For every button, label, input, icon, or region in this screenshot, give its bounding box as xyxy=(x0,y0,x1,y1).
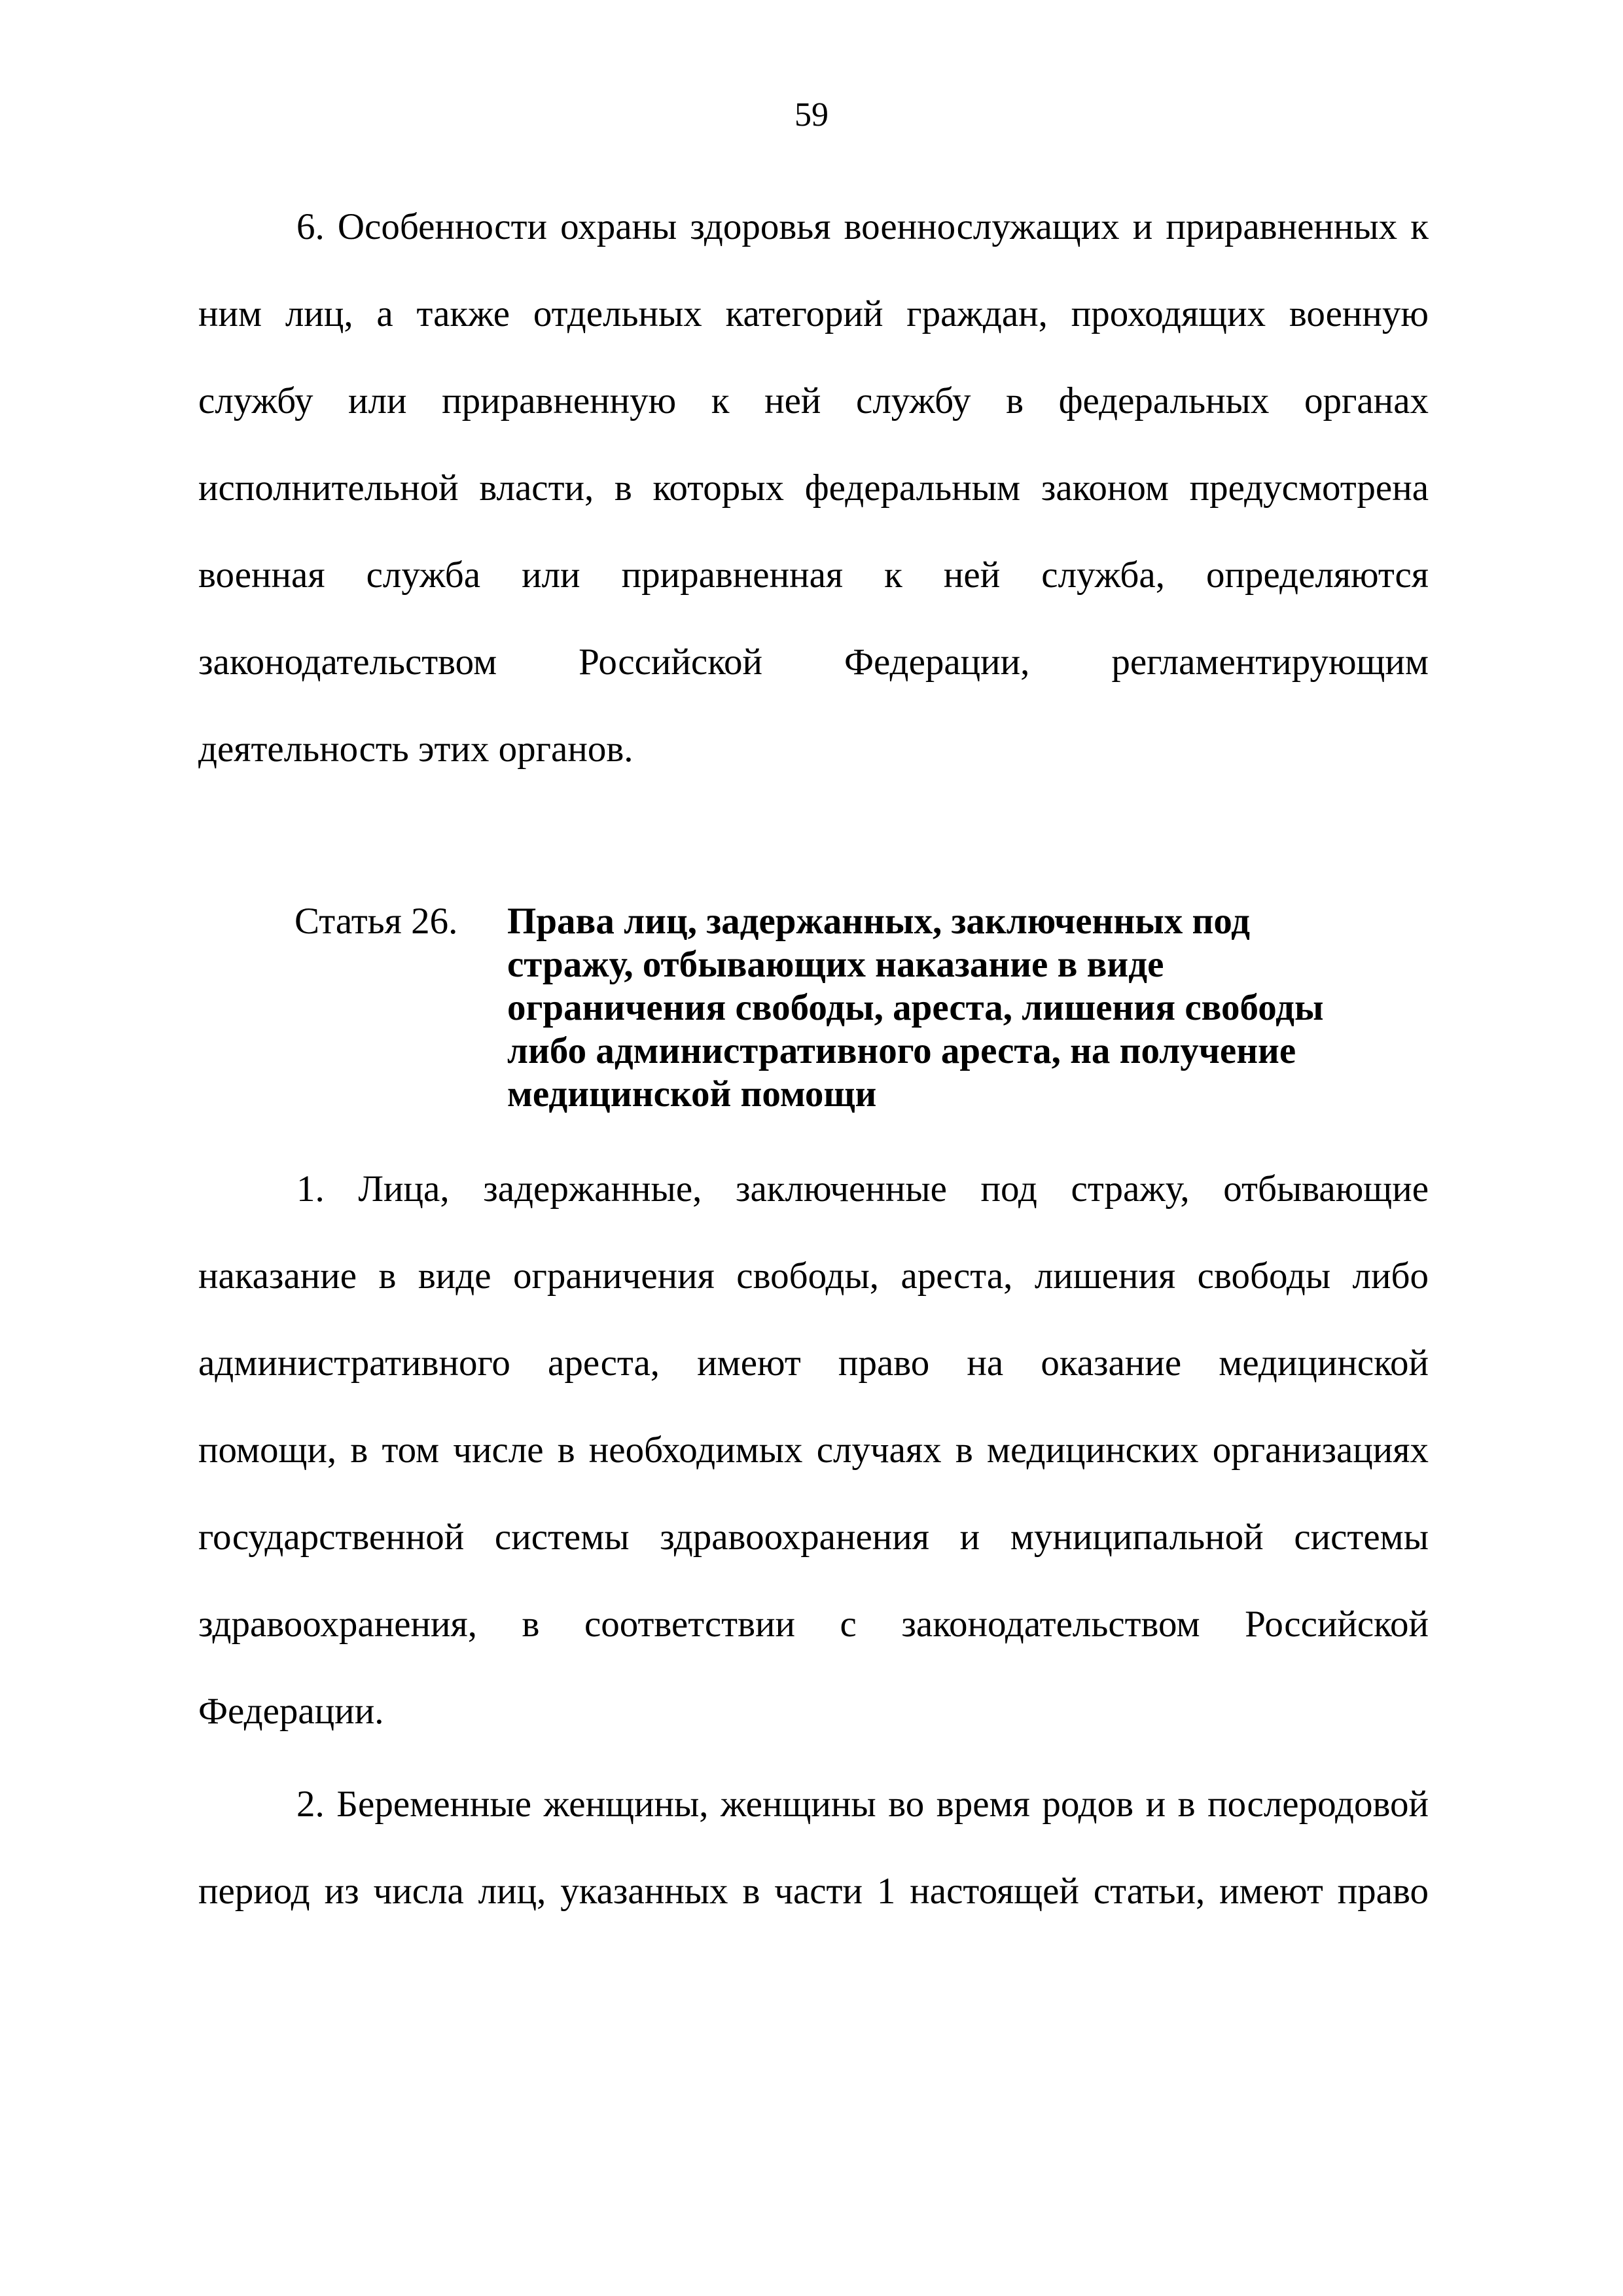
paragraph-1 xyxy=(198,1145,1429,1755)
article-label: Статья 26. xyxy=(294,901,458,942)
paragraph-6 xyxy=(198,183,1429,793)
paragraph-line: деятельность этих органов. xyxy=(198,728,633,770)
paragraph-line: исполнительной власти, в которых федеральным законом предусмотрена xyxy=(198,467,1429,509)
paragraph-line: службу или приравненную к ней службу в федеральных органах xyxy=(198,380,1429,422)
article-title xyxy=(507,900,1423,1116)
paragraph-line: государственной системы здравоохранения и муниципальной системы xyxy=(198,1516,1429,1558)
article-title-line: Права лиц, задержанных, заключенных под xyxy=(507,901,1251,942)
paragraph-line: законодательством Российской Федерации, регламентирующим xyxy=(198,641,1429,683)
paragraph-line: административного ареста, имеют право на оказание медицинской xyxy=(198,1342,1429,1384)
paragraph-2 xyxy=(198,1761,1429,1935)
paragraph-line: здравоохранения, в соответствии с законодательством Российской xyxy=(198,1604,1429,1645)
paragraph-line: Федерации. xyxy=(198,1691,384,1732)
article-title-line: ограничения свободы, ареста, лишения свободы xyxy=(507,987,1324,1028)
paragraph-line: наказание в виде ограничения свободы, ареста, лишения свободы либо xyxy=(198,1255,1429,1297)
article-title-line: либо административного ареста, на получение xyxy=(507,1030,1296,1071)
paragraph-line: помощи, в том числе в необходимых случаях в медицинских организациях xyxy=(198,1429,1429,1471)
page-number: 59 xyxy=(794,96,829,134)
paragraph-line: период из числа лиц, указанных в части 1 настоящей статьи, имеют право xyxy=(198,1871,1429,1912)
article-title-line: стражу, отбывающих наказание в виде xyxy=(507,944,1164,985)
paragraph-line: военная служба или приравненная к ней служба, определяются xyxy=(198,554,1429,596)
paragraph-line: 1. Лица, задержанные, заключенные под стражу, отбывающие xyxy=(296,1168,1429,1210)
paragraph-line: ним лиц, а также отдельных категорий граждан, проходящих военную xyxy=(198,293,1429,334)
paragraph-line: 6. Особенности охраны здоровья военнослужащих и приравненных к xyxy=(296,206,1429,247)
paragraph-line: 2. Беременные женщины, женщины во время родов и в послеродовой xyxy=(296,1784,1429,1825)
article-title-line: медицинской помощи xyxy=(507,1073,877,1115)
